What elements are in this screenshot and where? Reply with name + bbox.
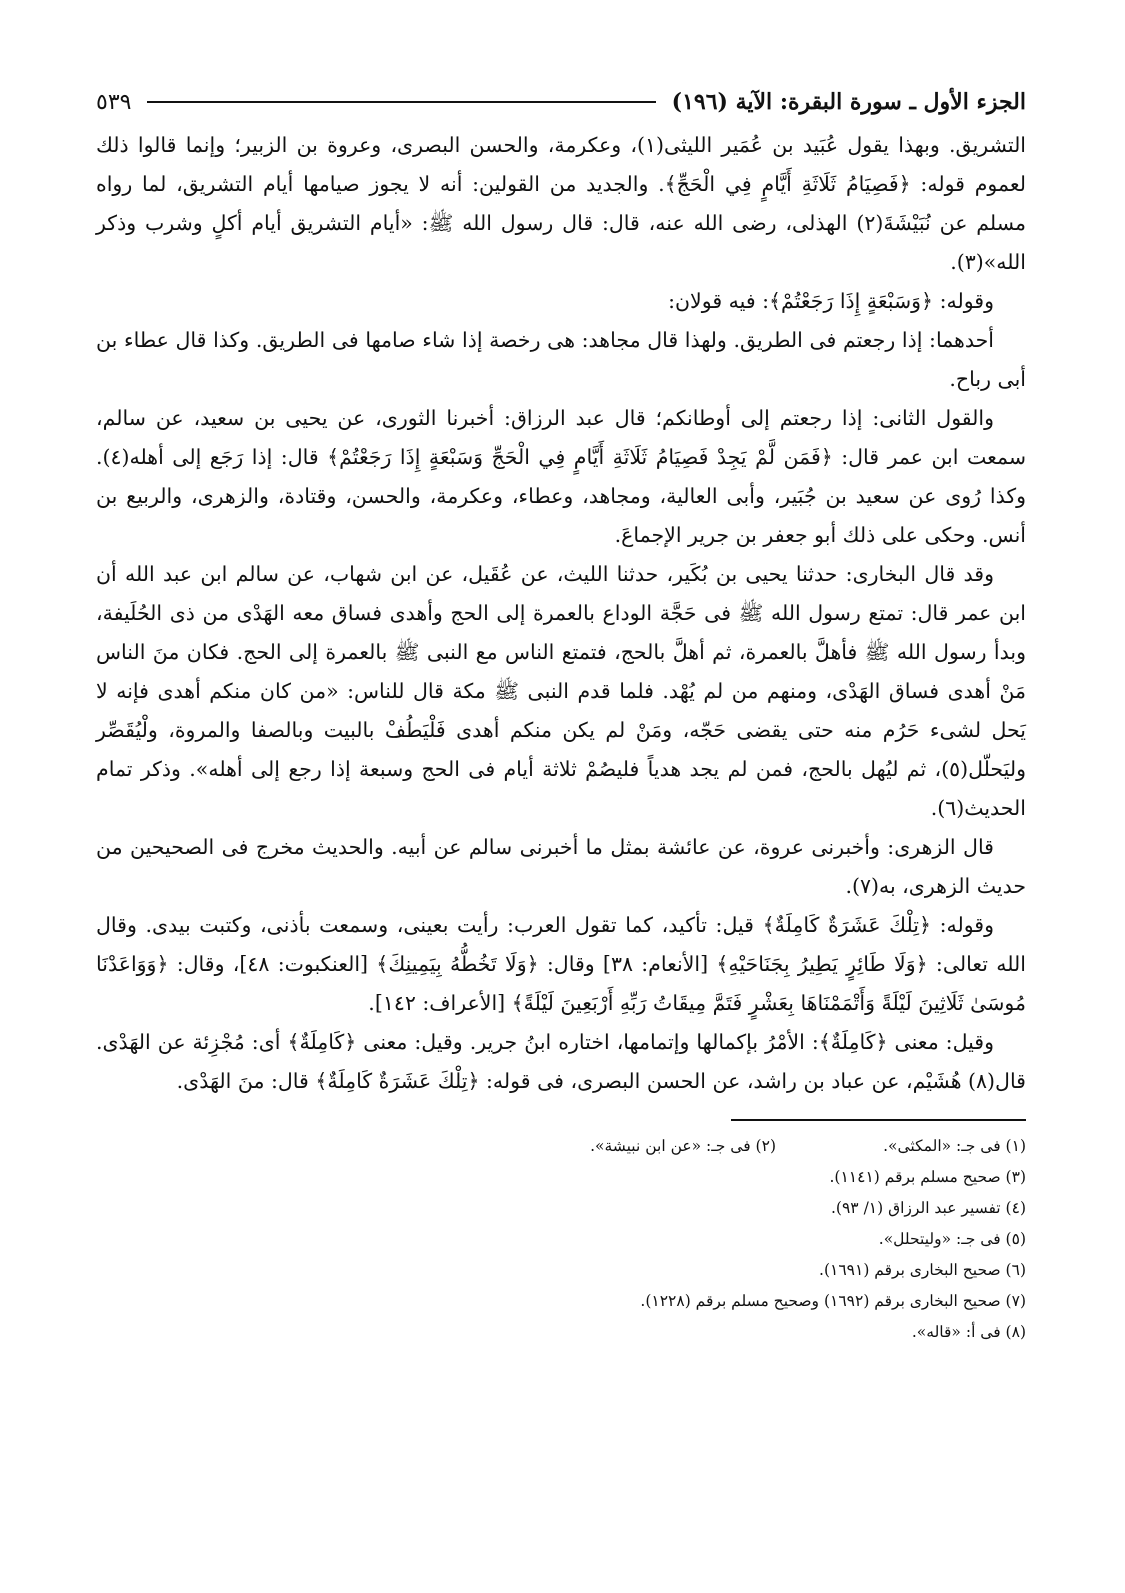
running-header: [96, 84, 1026, 120]
footnote: (٨) فى أ: «قاله».: [911, 1323, 1026, 1341]
footnote-separator: [731, 1119, 1026, 1121]
header-rule: [147, 101, 655, 103]
paragraph: وقيل: معنى ﴿كَامِلَةٌ﴾: الأمْرُ بإكمالها وإتمامها، اختاره ابنُ جرير. وقيل: معنى ﴿كَامِلَةٌ﴾ أى: مُجْزِئة عن الهَدْى. قال(٨) هُشَيْم، عن عباد بن راشد، عن الحسن البصرى، فى قوله: ﴿تِلْكَ عَشَرَةٌ كَامِلَةٌ﴾ قال: منَ الهَدْى.: [96, 1030, 1026, 1093]
footnote: (٢) فى جـ: «عن ابن نبيشة».: [590, 1137, 776, 1155]
footnote: (٣) صحيح مسلم برقم (١١٤١).: [829, 1168, 1026, 1186]
paragraph: أحدهما: إذا رجعتم فى الطريق. ولهذا قال مجاهد: هى رخصة إذا شاء صامها فى الطريق. وكذا قال عطاء بن أبى رباح.: [96, 328, 1026, 391]
paragraph: وقد قال البخارى: حدثنا يحيى بن بُكَير، حدثنا الليث، عن عُقَيل، عن ابن شهاب، عن سالم ابن عبد الله أن ابن عمر قال: تمتع رسول الله ﷺ فى حَجَّة الوداع بالعمرة إلى الحج وأهدى فساق معه الهَدْى من ذى الحُلَيفة، وبدأ رسول الله ﷺ فأهلَّ بالعمرة، ثم أهلَّ بالحج، فتمتع الناس مع النبى ﷺ بالعمرة إلى الحج. فكان منَ الناس مَنْ أهدى فساق الهَدْى، ومنهم من لم يُهْد. فلما قدم النبى ﷺ مكة قال للناس: «من كان منكم أهدى فإنه لا يَحل لشىء حَرُم منه حتى يقضى حَجّه، ومَنْ لم يكن منكم أهدى فَلْيَطُفْ بالبيت وبالصفا والمروة، ولْيُقَصِّر وليَحلّل(٥)، ثم ليُهل بالحج، فمن لم يجد هدياً فليصُمْ ثلاثة أيام فى الحج وسبعة إذا رجع إلى أهله». وذكر تمام الحديث(٦).: [96, 562, 1026, 820]
main-text: [96, 126, 1026, 1101]
book-page: [96, 84, 1026, 1554]
paragraph: وقوله: ﴿تِلْكَ عَشَرَةٌ كَامِلَةٌ﴾ قيل: تأكيد، كما تقول العرب: رأيت بعينى، وسمعت بأذنى، وكتبت بيدى. وقال الله تعالى: ﴿وَلَا طَائِرٍ يَطِيرُ بِجَنَاحَيْهِ﴾ [الأنعام: ٣٨] وقال: ﴿وَلَا تَخُطُّهُ بِيَمِينِكَ﴾ [العنكبوت: ٤٨]، وقال: ﴿وَوَاعَدْنَا مُوسَىٰ ثَلَاثِينَ لَيْلَةً وَأَتْمَمْنَاهَا بِعَشْرٍ فَتَمَّ مِيقَاتُ رَبِّهِ أَرْبَعِينَ لَيْلَةً﴾ [الأعراف: ١٤٢].: [96, 913, 1026, 1015]
footnote: (٤) تفسير عبد الرزاق (١/ ٩٣).: [831, 1199, 1026, 1217]
footnote: (٥) فى جـ: «وليتحلل».: [878, 1230, 1026, 1248]
footnote: (١) فى جـ: «المكثى».: [883, 1137, 1026, 1155]
paragraph: التشريق. وبهذا يقول عُبَيد بن عُمَير الليثى(١)، وعكرمة، والحسن البصرى، وعروة بن الزبير؛ وإنما قالوا ذلك لعموم قوله: ﴿فَصِيَامُ ثَلَاثَةِ أَيَّامٍ فِي الْحَجِّ﴾. والجديد من القولين: أنه لا يجوز صيامها أيام التشريق، لما رواه مسلم عن نُبَيْشَةَ(٢) الهذلى، رضى الله عنه، قال: قال رسول الله ﷺ: «أيام التشريق أيام أكلٍ وشرب وذكر الله»(٣).: [96, 133, 1027, 274]
footnote-row: [96, 1131, 1026, 1162]
paragraph: وقوله: ﴿وَسَبْعَةٍ إِذَا رَجَعْتُمْ﴾: فيه قولان:: [668, 289, 994, 313]
paragraph: قال الزهرى: وأخبرنى عروة، عن عائشة بمثل ما أخبرنى سالم عن أبيه. والحديث مخرج فى الصحيحين من حديث الزهرى، به(٧).: [96, 835, 1026, 898]
paragraph: والقول الثانى: إذا رجعتم إلى أوطانكم؛ قال عبد الرزاق: أخبرنا الثورى، عن يحيى بن سعيد، عن سالم، سمعت ابن عمر قال: ﴿فَمَن لَّمْ يَجِدْ فَصِيَامُ ثَلَاثَةِ أَيَّامٍ فِي الْحَجِّ وَسَبْعَةٍ إِذَا رَجَعْتُمْ﴾ قال: إذا رَجَع إلى أهله(٤). وكذا رُوى عن سعيد بن جُبَير، وأبى العالية، ومجاهد، وعطاء، وعكرمة، والحسن، وقتادة، والزهرى، والربيع بن أنس. وحكى على ذلك أبو جعفر بن جرير الإجماعَ.: [96, 406, 1026, 547]
page-number: ٥٣٩: [96, 89, 132, 115]
header-title: الجزء الأول ـ سورة البقرة: الآية (١٩٦): [671, 89, 1026, 115]
footnote: (٦) صحيح البخارى برقم (١٦٩١).: [819, 1261, 1026, 1279]
footnotes: [96, 1131, 1026, 1348]
footnote: (٧) صحيح البخارى برقم (١٦٩٢) وصحيح مسلم برقم (١٢٢٨).: [640, 1292, 1026, 1310]
